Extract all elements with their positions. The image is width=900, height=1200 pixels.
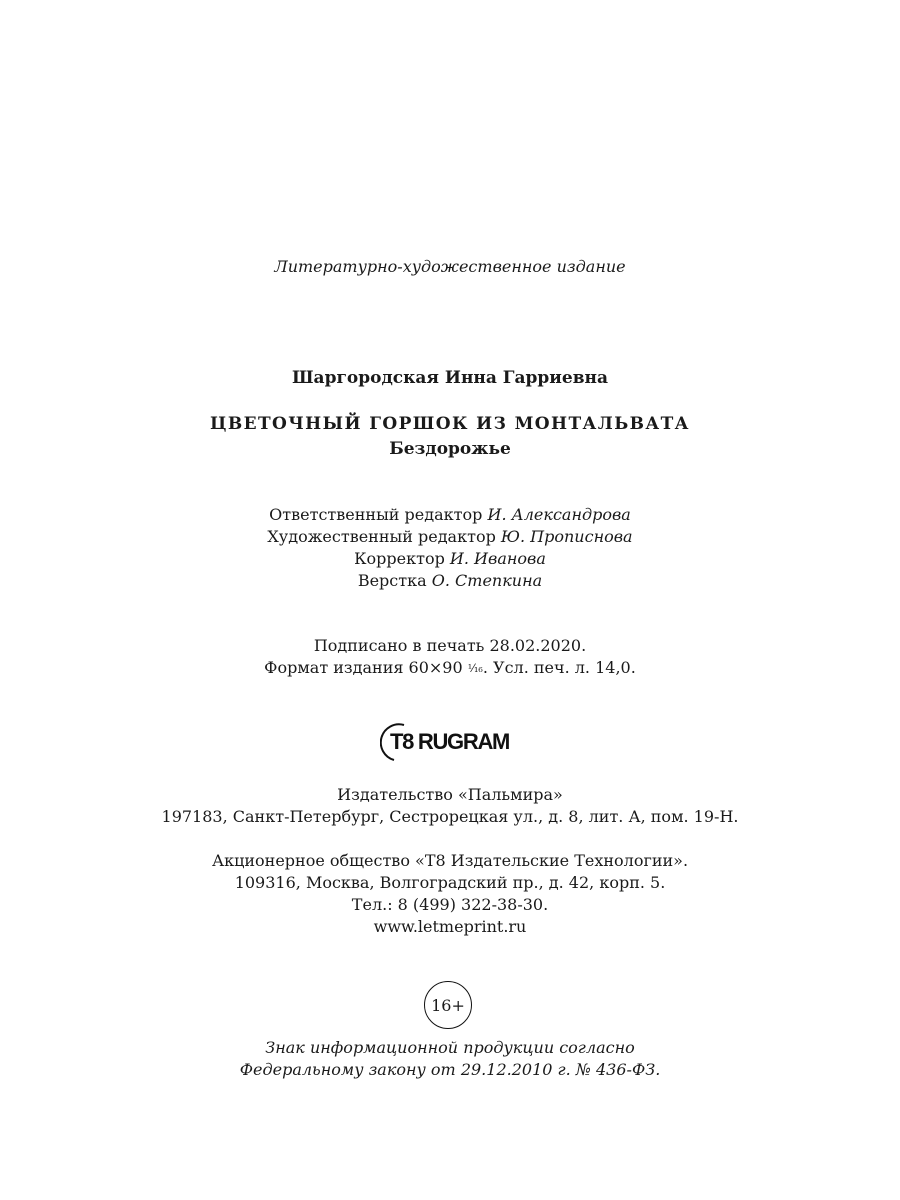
credit-person: Ю. Прописнова xyxy=(500,527,633,546)
publisher-address: 197183, Санкт-Петербург, Сестрорецкая ул., д. 8, лит. А, пом. 19-Н. xyxy=(161,807,739,826)
credit-role: Корректор xyxy=(354,549,445,568)
logo-text: T8 RUGRAM xyxy=(390,729,510,754)
signed-to-print: Подписано в печать 28.02.2020. xyxy=(313,636,587,655)
edition-type: Литературно-художественное издание xyxy=(274,257,626,276)
book-subtitle: Бездорожье xyxy=(389,439,511,459)
printer-name: Акционерное общество «Т8 Издательские Технологии». xyxy=(211,851,689,870)
printer-address: 109316, Москва, Волгоградский пр., д. 42, корп. 5. xyxy=(234,873,666,892)
rugram-logo xyxy=(380,722,530,762)
age-notice-line-2: Федеральному закону от 29.12.2010 г. № 436-ФЗ. xyxy=(239,1060,661,1079)
format-fraction: ¹⁄₁₆ xyxy=(467,662,483,675)
credit-line-layout xyxy=(0,570,900,592)
author-name: Шаргородская Инна Гарриевна xyxy=(292,368,608,388)
credit-role: Верстка xyxy=(357,571,427,590)
credit-person: О. Степкина xyxy=(431,571,543,590)
format-suffix: . Усл. печ. л. 14,0. xyxy=(482,658,636,677)
book-title: ЦВЕТОЧНЫЙ ГОРШОК ИЗ МОНТАЛЬВАТА xyxy=(210,414,690,434)
age-rating-badge xyxy=(424,981,472,1029)
credit-line-art-editor xyxy=(0,526,900,548)
printer-phone: Тел.: 8 (499) 322-38-30. xyxy=(351,895,549,914)
credit-person: И. Александрова xyxy=(487,505,631,524)
credit-line-proofreader xyxy=(0,548,900,570)
age-rating-label: 16+ xyxy=(431,995,465,1015)
credit-person: И. Иванова xyxy=(449,549,546,568)
credit-role: Художественный редактор xyxy=(267,527,496,546)
age-notice-line-1: Знак информационной продукции согласно xyxy=(265,1038,635,1057)
edition-format xyxy=(0,657,900,680)
printer-website: www.letmeprint.ru xyxy=(373,917,527,936)
publisher-name: Издательство «Пальмира» xyxy=(337,785,563,804)
format-prefix: Формат издания 60×90 xyxy=(264,658,463,677)
credit-line-responsible-editor xyxy=(0,504,900,526)
credit-role: Ответственный редактор xyxy=(269,505,483,524)
